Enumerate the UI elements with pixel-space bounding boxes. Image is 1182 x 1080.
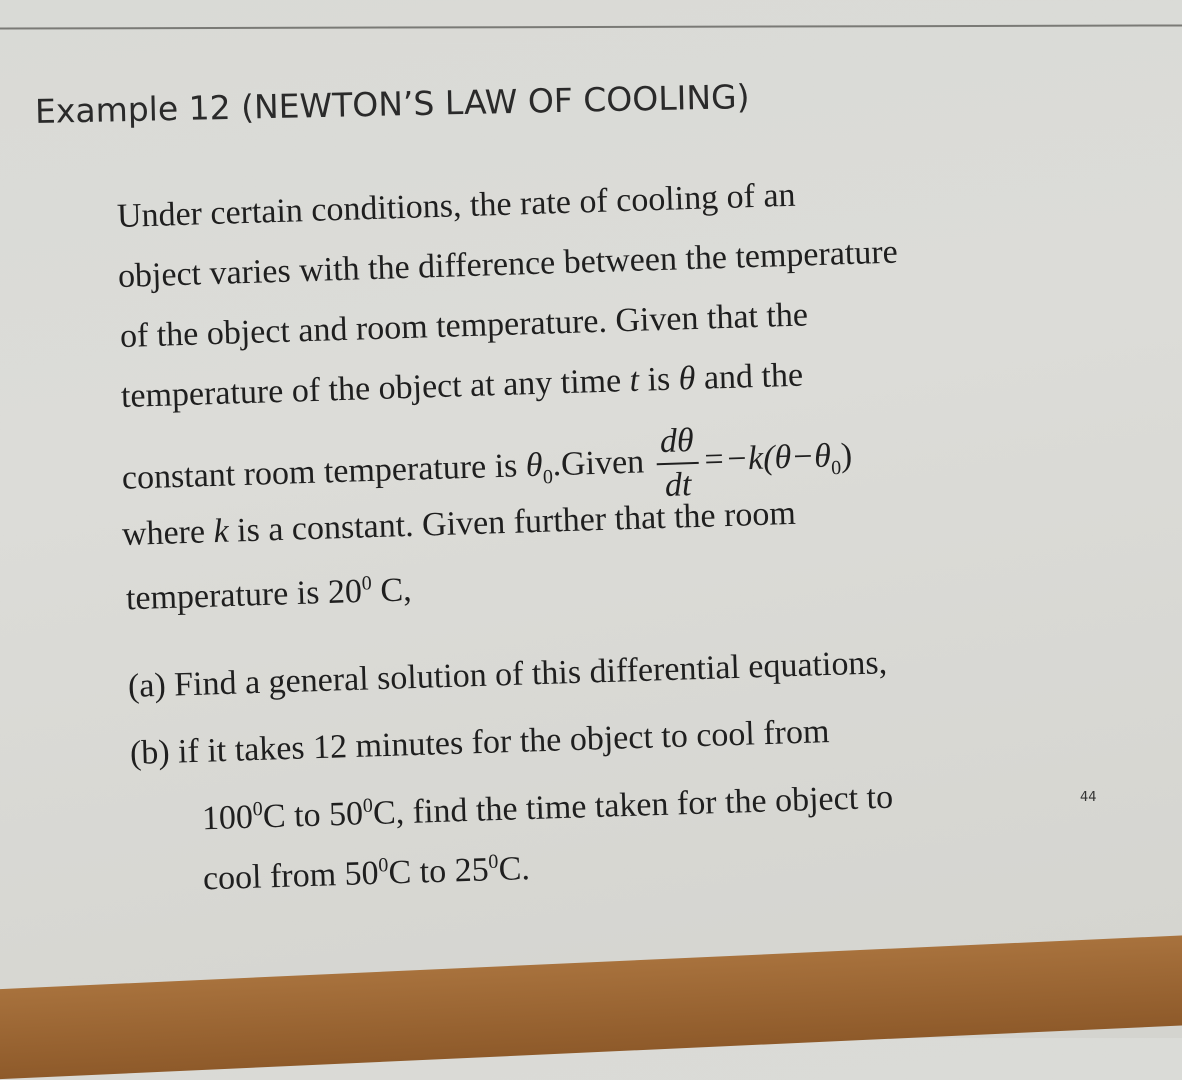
variable-theta-zero: θ bbox=[525, 446, 544, 485]
paragraph-line-4 bbox=[120, 357, 803, 416]
text-segment: temperature of the object at any time bbox=[120, 362, 631, 415]
text-segment: C, find the time taken for the object to bbox=[372, 778, 894, 832]
example-heading: Example 12 (NEWTON’S LAW OF COOLING) bbox=[34, 77, 750, 131]
text-segment: C. bbox=[498, 850, 531, 889]
variable-t: t bbox=[628, 361, 640, 400]
text-segment: is a constant. Given further that the room bbox=[228, 494, 797, 550]
text-segment: C to 25 bbox=[387, 851, 490, 892]
text-segment: is bbox=[638, 360, 680, 399]
fraction-bar bbox=[657, 462, 699, 465]
text-segment: temperature is 20 bbox=[125, 572, 363, 618]
equation-rhs: =−k(θ−θ bbox=[701, 437, 832, 479]
paragraph-line-7 bbox=[125, 571, 412, 618]
variable-theta: θ bbox=[678, 359, 696, 398]
text-segment: .Given bbox=[551, 443, 654, 484]
text-segment: cool from 50 bbox=[202, 854, 380, 898]
paragraph-line-2: object varies with the difference between the temperature bbox=[117, 233, 899, 295]
variable-k: k bbox=[212, 512, 230, 551]
text-segment: where bbox=[121, 513, 215, 553]
derivative-fraction bbox=[655, 424, 699, 503]
text-segment: ) bbox=[840, 436, 853, 475]
superscript: 0 bbox=[362, 794, 374, 817]
superscript: 0 bbox=[377, 854, 389, 877]
part-a: (a) Find a general solution of this differential equations, bbox=[127, 644, 888, 705]
page-number: 44 bbox=[1080, 790, 1097, 805]
part-b-line-1: (b) if it takes 12 minutes for the object to cool from bbox=[129, 713, 830, 772]
part-b-line-3 bbox=[202, 850, 530, 899]
fraction-numerator: dθ bbox=[659, 422, 695, 461]
text-segment: C to 50 bbox=[262, 795, 364, 836]
superscript: 0 bbox=[252, 798, 264, 821]
superscript: 0 bbox=[361, 572, 372, 595]
text-segment: C, bbox=[371, 571, 413, 610]
fraction-denominator: dt bbox=[664, 466, 692, 504]
part-b-line-2 bbox=[201, 778, 893, 838]
subscript: 0 bbox=[830, 457, 842, 480]
text-segment: constant room temperature is bbox=[121, 447, 527, 497]
text-segment: and the bbox=[694, 356, 804, 397]
subscript: 0 bbox=[542, 466, 554, 489]
paragraph-line-1: Under certain conditions, the rate of cooling of an bbox=[116, 176, 797, 235]
superscript: 0 bbox=[488, 850, 499, 874]
text-segment: 100 bbox=[201, 798, 254, 838]
paragraph-line-3: of the object and room temperature. Given that the bbox=[119, 296, 809, 355]
